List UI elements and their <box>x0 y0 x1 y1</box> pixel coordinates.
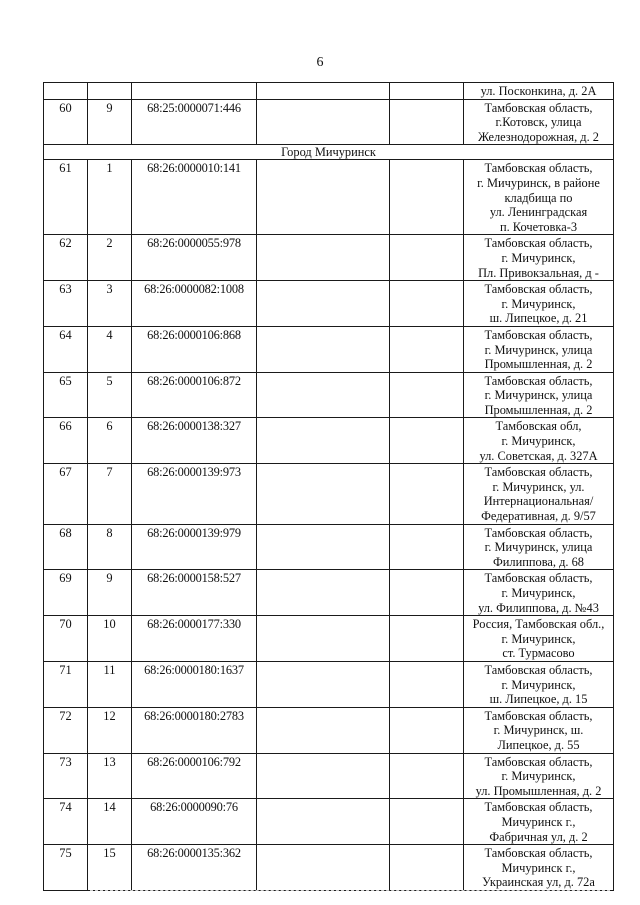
address-line: Мичуринск г., <box>501 860 576 875</box>
address-line: г. Мичуринск, улица <box>484 540 593 555</box>
empty-cell <box>257 464 390 524</box>
address-cell <box>464 326 614 372</box>
row-subnumber-cell: 14 <box>88 799 132 845</box>
empty-cell <box>390 707 464 753</box>
row-number-cell: 60 <box>44 99 88 145</box>
row-number-cell <box>44 83 88 100</box>
address-line: Железнодорожная, д. 2 <box>477 129 600 144</box>
address-line: Тамбовская область, <box>484 800 593 815</box>
empty-cell <box>257 707 390 753</box>
address-line: г. Мичуринск, <box>501 586 576 600</box>
address-line: Интернациональная/ <box>483 494 594 509</box>
cadastral-number-cell: 68:26:0000055:978 <box>132 235 257 281</box>
address-line: Тамбовская область, <box>484 373 593 388</box>
empty-cell <box>257 99 390 145</box>
address-cell <box>464 372 614 418</box>
empty-cell <box>257 160 390 235</box>
empty-cell <box>257 753 390 799</box>
empty-cell <box>390 281 464 327</box>
cadastral-number-cell: 68:26:0000106:792 <box>132 753 257 799</box>
address-line: Тамбовская область, <box>484 236 593 251</box>
cadastral-number-cell: 68:26:0000180:1637 <box>132 661 257 707</box>
empty-cell <box>390 661 464 707</box>
empty-cell <box>390 524 464 570</box>
cadastral-number-cell: 68:26:0000138:327 <box>132 418 257 464</box>
empty-cell <box>390 845 464 891</box>
empty-cell <box>257 235 390 281</box>
empty-cell <box>257 845 390 891</box>
row-subnumber-cell: 13 <box>88 753 132 799</box>
address-line: Украинская ул, д. 72а <box>482 875 595 890</box>
address-line: Тамбовская область, <box>484 525 593 540</box>
empty-cell <box>390 799 464 845</box>
address-cell <box>464 99 614 145</box>
address-line: г. Мичуринск, улица <box>484 342 593 357</box>
cadastral-number-cell <box>132 83 257 100</box>
table-row <box>44 707 614 753</box>
address-line: г. Мичуринск, ул. <box>492 479 585 494</box>
table-row <box>44 753 614 799</box>
cadastral-number-cell: 68:26:0000090:76 <box>132 799 257 845</box>
cadastral-number-cell: 68:26:0000106:868 <box>132 326 257 372</box>
row-subnumber-cell: 10 <box>88 616 132 662</box>
cadastral-number-cell: 68:26:0000135:362 <box>132 845 257 891</box>
address-line: Тамбовская область, <box>484 662 593 677</box>
table-row <box>44 235 614 281</box>
address-line: г. Мичуринск, <box>501 250 576 265</box>
table-row <box>44 326 614 372</box>
row-number-cell: 62 <box>44 235 88 281</box>
address-cell <box>464 753 614 799</box>
address-cell <box>464 235 614 281</box>
address-line: Тамбовская область, <box>484 465 593 480</box>
empty-cell <box>390 99 464 145</box>
cadastral-number-cell: 68:26:0000158:527 <box>132 570 257 616</box>
row-number-cell: 66 <box>44 418 88 464</box>
empty-cell <box>390 326 464 372</box>
address-line: ш. Липецкое, д. 21 <box>489 311 588 326</box>
row-subnumber-cell: 3 <box>88 281 132 327</box>
row-subnumber-cell: 9 <box>88 99 132 145</box>
table-row <box>44 99 614 145</box>
address-line: Промышленная, д. 2 <box>484 357 593 372</box>
address-cell <box>464 524 614 570</box>
row-number-cell: 69 <box>44 570 88 616</box>
row-number-cell: 74 <box>44 799 88 845</box>
address-line: Тамбовская обл, <box>495 419 582 434</box>
address-line: Тамбовская область, <box>484 846 593 861</box>
address-cell <box>464 464 614 524</box>
address-line: Филиппова, д. 68 <box>493 554 584 569</box>
address-line: Тамбовская область, <box>484 327 593 342</box>
page-number: 6 <box>316 55 324 70</box>
row-subnumber-cell: 11 <box>88 661 132 707</box>
row-subnumber-cell: 8 <box>88 524 132 570</box>
empty-cell <box>257 281 390 327</box>
cadastral-number-cell: 68:26:0000139:973 <box>132 464 257 524</box>
scan-artifact-line <box>90 890 610 895</box>
empty-cell <box>390 160 464 235</box>
table-row-continuation <box>44 83 614 100</box>
row-number-cell: 65 <box>44 372 88 418</box>
address-line: п. Кочетовка-3 <box>499 219 578 234</box>
address-line: г. Мичуринск, <box>501 434 576 449</box>
empty-cell <box>257 661 390 707</box>
empty-cell <box>257 570 390 616</box>
row-number-cell: 73 <box>44 753 88 799</box>
address-line: г.Котовск, улица <box>495 115 582 130</box>
row-number-cell: 67 <box>44 464 88 524</box>
cadastral-number-cell: 68:26:0000180:2783 <box>132 707 257 753</box>
registry-table-body <box>44 83 614 891</box>
row-number-cell: 63 <box>44 281 88 327</box>
row-number-cell: 72 <box>44 707 88 753</box>
address-line: Федеративная, д. 9/57 <box>481 509 596 524</box>
row-subnumber-cell: 7 <box>88 464 132 524</box>
address-line: ул. Ленинградская <box>489 205 588 220</box>
address-line: ул. Советская, д. 327А <box>479 448 598 463</box>
address-line: Тамбовская область, <box>484 754 593 769</box>
table-row <box>44 372 614 418</box>
address-line: Липецкое, д. 55 <box>497 737 580 752</box>
row-number-cell: 68 <box>44 524 88 570</box>
address-cell <box>464 418 614 464</box>
address-line: кладбища по <box>504 190 573 205</box>
row-subnumber-cell: 12 <box>88 707 132 753</box>
row-subnumber-cell: 4 <box>88 326 132 372</box>
empty-cell <box>390 616 464 662</box>
address-cell <box>464 83 614 100</box>
table-row <box>44 464 614 524</box>
address-cell <box>464 845 614 891</box>
address-line: ш. Липецкое, д. 15 <box>489 692 588 707</box>
section-header-row <box>44 145 614 160</box>
empty-cell <box>390 372 464 418</box>
address-line: Тамбовская область, <box>484 100 593 115</box>
row-subnumber-cell: 2 <box>88 235 132 281</box>
address-line: г. Мичуринск, в районе <box>477 175 600 190</box>
empty-cell <box>257 799 390 845</box>
address-line: Тамбовская область, <box>484 708 593 723</box>
section-title: Город Мичуринск <box>44 145 614 160</box>
empty-cell <box>390 83 464 100</box>
empty-cell <box>257 418 390 464</box>
row-subnumber-cell: 1 <box>88 160 132 235</box>
row-number-cell: 75 <box>44 845 88 891</box>
cadastral-number-cell: 68:25:0000071:446 <box>132 99 257 145</box>
table-row <box>44 281 614 327</box>
row-number-cell: 64 <box>44 326 88 372</box>
address-line: Мичуринск г., <box>501 814 576 829</box>
empty-cell <box>390 464 464 524</box>
row-subnumber-cell <box>88 83 132 100</box>
empty-cell <box>257 372 390 418</box>
address-line: Россия, Тамбовская обл., <box>472 617 605 632</box>
table-row <box>44 661 614 707</box>
address-line: г. Мичуринск, <box>501 631 576 646</box>
address-line: г. Мичуринск, <box>501 677 576 692</box>
cadastral-number-cell: 68:26:0000177:330 <box>132 616 257 662</box>
row-number-cell: 70 <box>44 616 88 662</box>
table-row <box>44 799 614 845</box>
empty-cell <box>390 418 464 464</box>
address-line: ул. Посконкина, д. 2А <box>480 84 597 98</box>
address-cell <box>464 799 614 845</box>
address-line: Тамбовская область, <box>484 161 593 176</box>
address-cell <box>464 616 614 662</box>
row-subnumber-cell: 5 <box>88 372 132 418</box>
address-line: г. Мичуринск, <box>501 769 576 784</box>
address-cell <box>464 281 614 327</box>
address-line: Фабричная ул, д. 2 <box>489 829 588 844</box>
address-line: ул. Промышленная, д. 2 <box>475 783 602 798</box>
table-row <box>44 524 614 570</box>
row-subnumber-cell: 15 <box>88 845 132 891</box>
empty-cell <box>257 83 390 100</box>
address-line: Промышленная, д. 2 <box>484 402 593 417</box>
empty-cell <box>390 235 464 281</box>
address-cell <box>464 160 614 235</box>
table-row <box>44 160 614 235</box>
empty-cell <box>390 753 464 799</box>
address-line: г. Мичуринск, улица <box>484 388 593 403</box>
cadastral-number-cell: 68:26:0000010:141 <box>132 160 257 235</box>
table-row <box>44 845 614 891</box>
table-row <box>44 570 614 616</box>
address-line: г. Мичуринск, <box>501 296 576 311</box>
cadastral-number-cell: 68:26:0000082:1008 <box>132 281 257 327</box>
address-cell <box>464 707 614 753</box>
address-line: ст. Турмасово <box>502 646 575 661</box>
empty-cell <box>257 616 390 662</box>
table-row <box>44 418 614 464</box>
address-line: г. Мичуринск, ш. <box>493 723 584 738</box>
row-subnumber-cell: 6 <box>88 418 132 464</box>
empty-cell <box>257 524 390 570</box>
registry-table <box>43 82 614 891</box>
address-cell <box>464 661 614 707</box>
address-cell <box>464 570 614 616</box>
address-line: ул. Филиппова, д. №43 <box>478 600 599 615</box>
row-number-cell: 61 <box>44 160 88 235</box>
table-row <box>44 616 614 662</box>
address-line: Тамбовская область, <box>484 571 593 586</box>
empty-cell <box>257 326 390 372</box>
row-number-cell: 71 <box>44 661 88 707</box>
address-line: Пл. Привокзальная, д - <box>478 265 599 280</box>
address-line: Тамбовская область, <box>484 282 593 297</box>
cadastral-number-cell: 68:26:0000106:872 <box>132 372 257 418</box>
empty-cell <box>390 570 464 616</box>
row-subnumber-cell: 9 <box>88 570 132 616</box>
cadastral-number-cell: 68:26:0000139:979 <box>132 524 257 570</box>
